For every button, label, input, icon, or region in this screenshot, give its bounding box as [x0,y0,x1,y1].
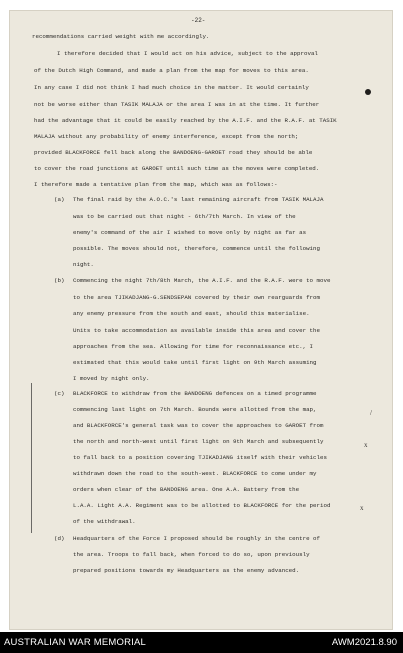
text-line: night. [73,261,94,268]
text-line: I therefore made a tentative plan from the map, which was as follows:- [34,181,278,188]
text-line: the north and north-west until first light on 9th March and subsequently [73,438,324,445]
margin-mark: x [364,441,368,449]
text-line: was to be carried out that night - 6th/7th March. In view of the [73,213,296,220]
item-label-c: (c) [54,390,65,397]
text-line: I therefore decided that I would act on his advice, subject to the approval [57,50,318,57]
ink-blot [365,89,371,95]
text-line: prepared positions towards my Headquarters as the enemy advanced. [73,567,300,574]
text-line: approaches from the sea. Allowing for time for reconnaissance etc., I [73,343,314,350]
document-page [9,10,393,630]
text-line: I moved by night only. [73,375,150,382]
text-line: withdrawn down the road to the south-west. BLACKFORCE to come under my [73,470,317,477]
text-line: possible. The moves should not, therefore, commence until the following [73,245,320,252]
item-label-d: (d) [54,535,65,542]
margin-mark: / [370,409,372,417]
item-label-a: (a) [54,196,65,203]
text-line: of the Dutch High Command, and made a plan from the map for moves to this area. [34,67,309,74]
text-line: and BLACKFORCE's general task was to cover the approaches to GAROET from [73,422,324,429]
text-line: had the advantage that it could be easily reached by the A.I.F. and the R.A.F. at TASIK [34,117,337,124]
margin-mark: x [360,504,364,512]
text-line: Headquarters of the Force I proposed should be roughly in the centre of [73,535,320,542]
text-line: enemy's command of the air I wished to move only by night as far as [73,229,307,236]
text-line: Units to take accommodation as available inside this area and cover the [73,327,320,334]
footer-bar [0,632,403,653]
text-line: to cover the road junctions at GAROET until such time as the moves were completed. [34,165,320,172]
text-line: In any case I did not think I had much choice in the matter. It would certainly [34,84,309,91]
text-line: L.A.A. Light A.A. Regiment was to be allotted to BLACKFORCE for the period [73,502,331,509]
item-label-b: (b) [54,277,65,284]
text-line: orders when clear of the BANDOENG area. One A.A. Battery from the [73,486,300,493]
text-line: any enemy pressure from the south and east, should this materialise. [73,310,310,317]
text-line: estimated that this would take until first light on 9th March assuming [73,359,317,366]
text-line: of the withdrawal. [73,518,136,525]
text-line: Commencing the night 7th/8th March, the A.I.F. and the R.A.F. were to move [73,277,331,284]
text-line: to the area TJIKADJANG-G.SENDSEPAN covered by their own rearguards from [73,294,320,301]
page-number: -22- [191,17,206,24]
institution-label: AUSTRALIAN WAR MEMORIAL [4,637,147,648]
text-line: commencing last light on 7th March. Bounds were allotted from the map, [73,406,317,413]
text-line: MALAJA without any probability of enemy interference, except from the north; [34,133,299,140]
text-line: provided BLACKFORCE fell back along the BANDOENG-GAROET road they should be able [34,149,313,156]
catalogue-id: AWM2021.8.90 [331,637,397,648]
text-line: recommendations carried weight with me accordingly. [32,33,210,40]
text-line: the area. Troops to fall back, when forced to do so, upon previously [73,551,310,558]
text-line: BLACKFORCE to withdraw from the BANDOENG defences on a timed programme [73,390,317,397]
text-line: The final raid by the A.O.C.'s last remaining aircraft from TASIK MALAJA [73,196,324,203]
text-line: to fall back to a position covering TJIKADJANG itself with their vehicles [73,454,327,461]
text-line: not be worse either than TASIK MALAJA or the area I was in at the time. It further [34,101,320,108]
margin-bracket [31,383,32,533]
